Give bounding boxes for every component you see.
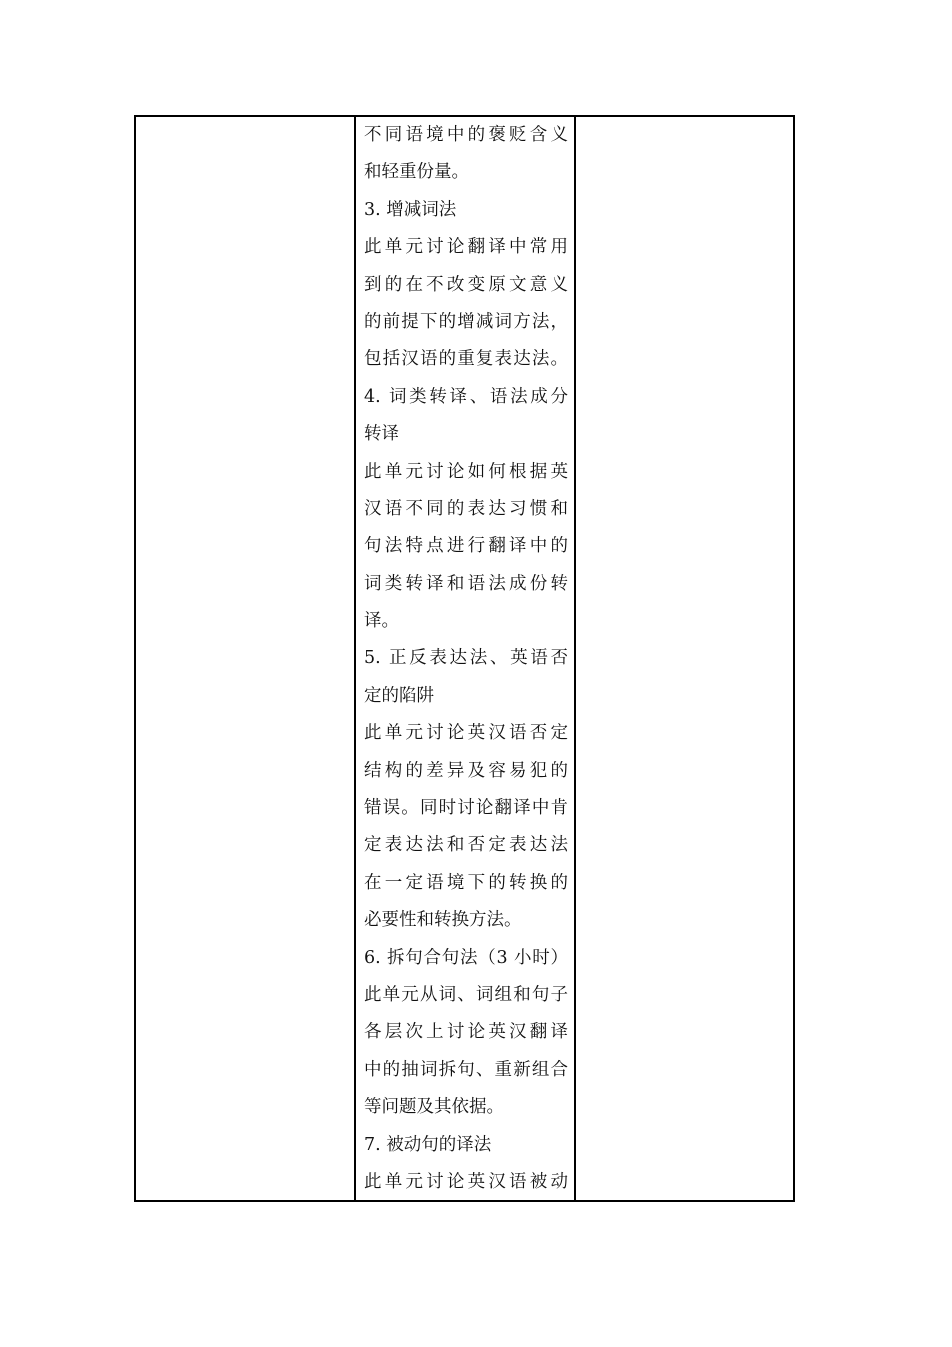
content-line: 定的陷阱 (364, 685, 434, 706)
content-line: 转译 (364, 424, 399, 445)
content-line: 5. 正反表达法、英语否 (364, 648, 568, 669)
content-line: 和轻重份量。 (364, 162, 469, 183)
content-line: 此单元讨论英汉语被动 (364, 1171, 568, 1192)
content-line: 结构的差异及容易犯的 (364, 760, 568, 781)
content-line: 包括汉语的重复表达法。 (364, 349, 568, 370)
table-cell-content (356, 117, 576, 1200)
content-line: 中的抽词拆句、重新组合 (364, 1059, 568, 1080)
content-line: 4. 词类转译、语法成分 (364, 386, 568, 407)
content-line: 此单元讨论如何根据英 (364, 461, 568, 482)
content-line: 错误。同时讨论翻译中肯 (364, 798, 568, 819)
content-line: 6. 拆句合句法（3 小时） (364, 947, 568, 968)
content-line: 3. 增减词法 (364, 199, 457, 220)
table-cell-left (136, 117, 356, 1200)
content-line: 此单元讨论英汉语否定 (364, 723, 568, 744)
table-cell-right (576, 117, 793, 1200)
content-line: 必要性和转换方法。 (364, 910, 522, 931)
content-line: 此单元讨论翻译中常用 (364, 237, 568, 258)
content-line: 定表达法和否定表达法 (364, 835, 568, 856)
content-line: 词类转译和语法成份转 (364, 573, 568, 594)
content-line: 在一定语境下的转换的 (364, 872, 568, 893)
content-line: 不同语境中的褒贬含义 (364, 125, 568, 145)
course-table (134, 115, 795, 1202)
content-line: 7. 被动句的译法 (364, 1134, 492, 1155)
content-line: 的前提下的增减词方法， (364, 311, 568, 332)
content-line: 此单元从词、词组和句子 (364, 984, 568, 1005)
content-line: 到的在不改变原文意义 (364, 274, 568, 295)
content-line: 汉语不同的表达习惯和 (364, 498, 568, 519)
content-line: 句法特点进行翻译中的 (364, 536, 568, 557)
content-line: 等问题及其依据。 (364, 1097, 504, 1118)
content-line: 各层次上讨论英汉翻译 (364, 1022, 568, 1043)
content-line: 译。 (364, 611, 399, 632)
